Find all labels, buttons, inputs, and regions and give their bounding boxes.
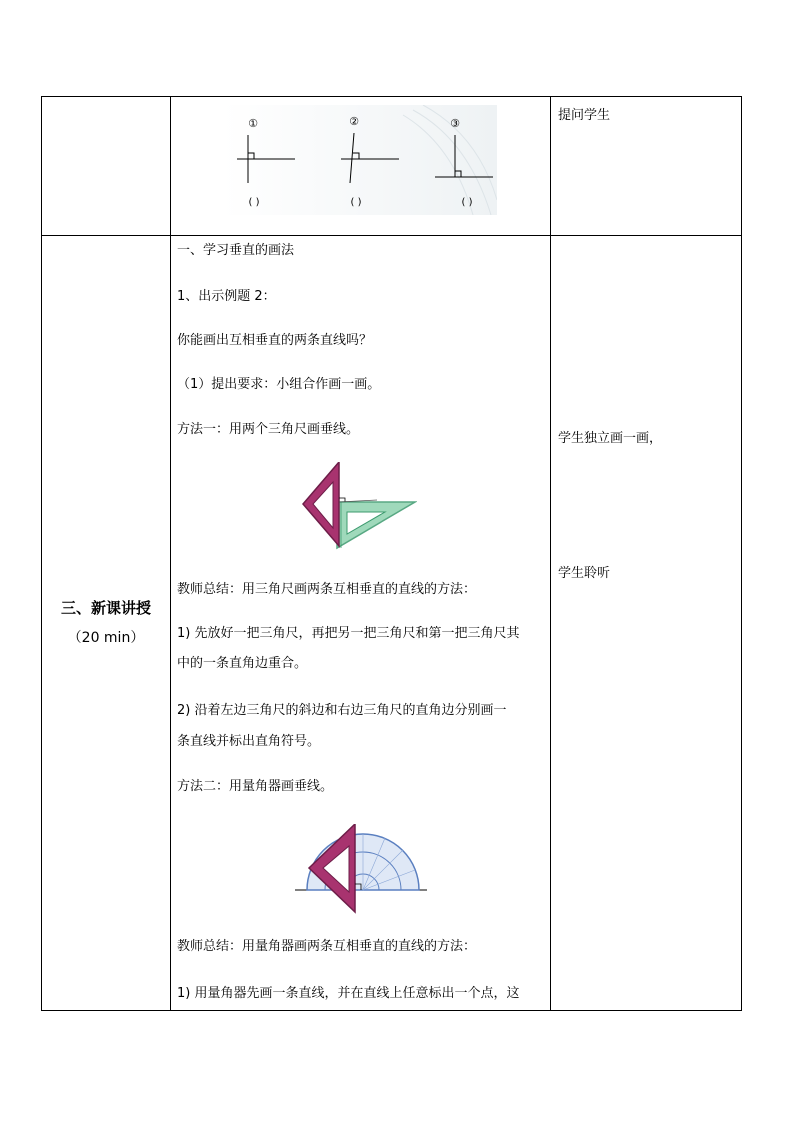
student-activity-note: 学生独立画一画， — [558, 431, 663, 446]
content-cell — [171, 97, 551, 236]
figure-label-1: ① — [248, 117, 258, 130]
question-text: 你能画出互相垂直的两条直线吗？ — [177, 333, 373, 348]
perpendicular-judgement-figure — [223, 105, 497, 215]
method-one-heading: 方法一：用两个三角尺画垂线。 — [177, 422, 360, 437]
set-squares-figure — [301, 462, 417, 554]
summary-one-step2a: 2) 沿着左边三角尺的斜边和右边三角尺的直角边分别画一 — [177, 703, 507, 718]
content-cell — [171, 236, 551, 1011]
requirement-text: （1）提出要求：小组合作画一画。 — [177, 377, 381, 392]
summary-one-step1b: 中的一条直角边重合。 — [177, 656, 308, 671]
stage-time: （20 min） — [67, 630, 145, 646]
teacher-note: 提问学生 — [558, 108, 611, 123]
figure-blank-3: ( ) — [461, 197, 473, 208]
method-two-heading: 方法二：用量角器画垂线。 — [177, 779, 334, 794]
summary-two-heading: 教师总结：用量角器画两条互相垂直的直线的方法： — [177, 939, 477, 954]
stage-cell — [42, 236, 171, 1011]
summary-two-step1: 1) 用量角器先画一条直线，并在直线上任意标出一个点，这 — [177, 986, 520, 1001]
summary-one-heading: 教师总结：用三角尺画两条互相垂直的直线的方法： — [177, 582, 477, 597]
protractor-figure — [295, 824, 427, 918]
notes-cell — [551, 97, 742, 236]
summary-one-step1a: 1) 先放好一把三角尺，再把另一把三角尺和第一把三角尺其 — [177, 626, 520, 641]
stage-cell-empty — [42, 97, 171, 236]
figure-label-3: ③ — [450, 117, 460, 130]
stage-title: 三、新课讲授 — [60, 599, 151, 617]
example-title: 1、出示例题 2： — [177, 289, 276, 304]
figure-label-2: ② — [349, 115, 359, 128]
lesson-table — [41, 96, 742, 1011]
table-row — [42, 97, 742, 236]
section-heading: 一、学习垂直的画法 — [177, 243, 295, 258]
figure-blank-2: ( ) — [350, 197, 362, 208]
student-listen-note: 学生聆听 — [558, 566, 611, 581]
figure-blank-1: ( ) — [248, 197, 260, 208]
notes-cell — [551, 236, 742, 1011]
table-row — [42, 236, 742, 1011]
summary-one-step2b: 条直线并标出直角符号。 — [177, 734, 321, 749]
